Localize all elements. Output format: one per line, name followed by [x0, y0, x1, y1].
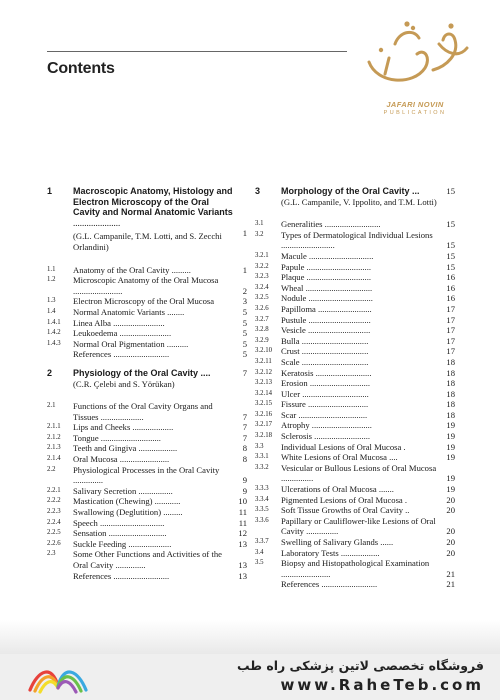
- entry-page: 16: [446, 272, 455, 283]
- entry-title: Anatomy of the Oral Cavity .........: [73, 264, 191, 275]
- entry-number: 2.2.6: [47, 539, 61, 547]
- toc-entry[interactable]: [47, 275, 247, 296]
- entry-title: Fissure ............................: [281, 399, 369, 410]
- chapter-number: 1: [47, 186, 53, 196]
- entry-title: Pustule .............................: [281, 314, 371, 325]
- entry-title: Papillary or Cauliflower-like Lesions of Oral Cavity ...............: [281, 515, 436, 537]
- entry-title: Vesicle .............................: [281, 325, 371, 336]
- toc-entry[interactable]: [255, 558, 455, 579]
- entry-title: Keratosis ..........................: [281, 367, 372, 378]
- entry-title: Nodule ..............................: [281, 293, 373, 304]
- toc-entry[interactable]: [255, 230, 455, 251]
- entry-page: 9: [242, 475, 247, 486]
- entry-number: 2.2.5: [47, 529, 61, 537]
- entry-title: Plaque ..............................: [281, 272, 371, 283]
- entry-number: 1.4.3: [47, 339, 61, 347]
- toc-entry[interactable]: [255, 463, 455, 484]
- chapter-title: Macroscopic Anatomy, Histology and Electron Microscopy of the Oral Cavity and Normal Anatomic Variants: [73, 186, 233, 218]
- entry-number: 2.2.3: [47, 508, 61, 516]
- entry-page: 18: [446, 399, 455, 410]
- entry-title: References ..........................: [73, 570, 170, 581]
- entry-page: 20: [446, 526, 455, 537]
- toc-entry[interactable]: [255, 442, 455, 453]
- entry-title: Papilloma .........................: [281, 303, 372, 314]
- chapter-number: 3: [255, 186, 261, 196]
- entry-title: References ..........................: [73, 349, 170, 360]
- toc-entry[interactable]: [255, 389, 455, 400]
- chapter-authors: (C.R. Çelebi and S. Yörükan): [73, 378, 175, 389]
- store-name: فروشگاه تخصصی لاتین پزشکی راه طب: [236, 658, 484, 673]
- entry-page: 5: [242, 317, 247, 328]
- rainbow-book-logo-icon: [18, 656, 98, 698]
- entry-title: Types of Dermatological Individual Lesions .........................: [281, 229, 433, 251]
- store-url-link[interactable]: www.RaheTeb.com: [280, 676, 484, 694]
- entry-number: 3.2: [255, 230, 264, 238]
- entry-page: 17: [446, 314, 455, 325]
- chapter-leader: .....................: [73, 217, 121, 228]
- entry-title: Some Other Functions and Activities of the Oral Cavity ..............: [73, 549, 222, 570]
- entry-page: 15: [446, 261, 455, 272]
- entry-title: Macule ..............................: [281, 250, 374, 261]
- entry-title: Oral Mucosa .......................: [73, 454, 170, 465]
- entry-number: 3.2.12: [255, 368, 272, 376]
- toc-entry[interactable]: [255, 399, 455, 410]
- toc-entry[interactable]: [47, 454, 247, 465]
- toc-entry[interactable]: [47, 465, 247, 486]
- entry-number: 3.2.17: [255, 421, 272, 429]
- entry-page: 8: [242, 454, 247, 465]
- toc-entry[interactable]: [255, 420, 455, 431]
- entry-number: 3.3.4: [255, 495, 269, 503]
- chapter-title: Physiology of the Oral Cavity ....: [73, 367, 211, 378]
- entry-title: Suckle Feeding ....................: [73, 538, 172, 549]
- toc-entry[interactable]: [255, 304, 455, 315]
- entry-number: 3.3.6: [255, 516, 269, 524]
- entry-title: Speech ..............................: [73, 517, 165, 528]
- entry-page: 18: [446, 356, 455, 367]
- chapter-heading[interactable]: [47, 186, 247, 253]
- entry-title: White Lesions of Oral Mucosa ....: [281, 452, 398, 463]
- toc-entry[interactable]: [47, 549, 247, 570]
- toc-entry[interactable]: [47, 433, 247, 444]
- entry-number: 3.2.5: [255, 294, 269, 302]
- toc-entry[interactable]: [47, 539, 247, 550]
- toc-entry[interactable]: [255, 315, 455, 326]
- entry-number: 3.3.7: [255, 538, 269, 545]
- entry-number: 3.2.18: [255, 432, 272, 440]
- entry-page: 21: [446, 579, 455, 590]
- entry-number: 2.1.2: [47, 433, 61, 441]
- entry-title: Swallowing (Deglutition) .........: [73, 507, 183, 518]
- toc-entry[interactable]: [255, 579, 455, 590]
- toc-entry[interactable]: [47, 528, 247, 539]
- entry-page: 20: [446, 547, 455, 558]
- entry-number: 2.1.4: [47, 455, 61, 463]
- publisher-subtitle: PUBLICATION: [383, 110, 447, 116]
- entry-title: Salivary Secretion ................: [73, 485, 173, 496]
- publisher-logo: [355, 14, 475, 119]
- entry-number: 3.2.4: [255, 283, 269, 291]
- entry-page: 8: [242, 443, 247, 454]
- entry-number: 3.3.2: [255, 463, 269, 471]
- entry-page: 17: [446, 303, 455, 314]
- entry-page: 17: [446, 346, 455, 357]
- entry-page: 11: [238, 507, 247, 518]
- entry-number: 2.2.1: [47, 486, 61, 494]
- entry-page: 9: [242, 485, 247, 496]
- entry-title: Scale ...............................: [281, 356, 369, 367]
- toc-entry[interactable]: [255, 410, 455, 421]
- entry-number: 1.4.2: [47, 329, 61, 337]
- entry-page: 18: [446, 409, 455, 420]
- toc-entry[interactable]: [255, 325, 455, 336]
- entry-page: 19: [446, 452, 455, 463]
- entry-number: 2.1.1: [47, 423, 61, 431]
- entry-title: Crust ...............................: [281, 346, 369, 357]
- entry-page: 7: [242, 422, 247, 433]
- entry-title: Soft Tissue Growths of Oral Cavity ..: [281, 505, 410, 516]
- entry-page: 5: [242, 338, 247, 349]
- entry-title: Electron Microscopy of the Oral Mucosa: [73, 296, 215, 307]
- entry-title: Ulcer ...............................: [281, 388, 369, 399]
- toc-entry[interactable]: [255, 219, 455, 230]
- entry-number: 3.2.6: [255, 304, 269, 312]
- entry-page: 3: [242, 296, 247, 307]
- entry-number: 3.2.14: [255, 389, 272, 397]
- toc-entry[interactable]: [255, 537, 455, 548]
- entry-page: 5: [242, 349, 247, 360]
- entry-title: Individual Lesions of Oral Mucosa .: [281, 441, 406, 452]
- toc-entry[interactable]: [255, 346, 455, 357]
- chapter-page: 7: [242, 367, 247, 378]
- toc-entry[interactable]: [255, 262, 455, 273]
- toc-entry[interactable]: [47, 401, 247, 422]
- entry-number: 3.3: [255, 442, 264, 450]
- entry-page: 19: [446, 431, 455, 442]
- toc-left-column: [47, 186, 247, 581]
- entry-title: Papule ..............................: [281, 261, 371, 272]
- entry-number: 3.5: [255, 559, 264, 567]
- toc-entry[interactable]: [255, 505, 455, 516]
- chapter-number: 2: [47, 367, 53, 378]
- toc-entry[interactable]: [47, 265, 247, 276]
- entry-title: Tongue ............................: [73, 432, 161, 443]
- entry-page: 10: [238, 496, 247, 507]
- entry-page: 11: [238, 517, 247, 528]
- entry-page: 20: [446, 505, 455, 516]
- entry-title: Physiological Processes in the Oral Cavity ..............: [73, 464, 220, 486]
- entry-title: Leukoedema ........................: [73, 328, 172, 339]
- entry-page: 19: [446, 473, 455, 484]
- entry-title: Vesicular or Bullous Lesions of Oral Mucosa ...............: [281, 462, 437, 484]
- entry-number: 1.3: [47, 297, 56, 305]
- chapter-authors: (G.L. Campanile, T.M. Lotti, and S. Zecchi Orlandini): [73, 231, 222, 252]
- toc-entry[interactable]: [47, 296, 247, 307]
- entry-number: 1.4: [47, 307, 56, 315]
- entry-page: 18: [446, 378, 455, 389]
- entry-title: Laboratory Tests ..................: [281, 547, 380, 558]
- entry-number: 2.2.2: [47, 497, 61, 505]
- toc-entry[interactable]: [47, 443, 247, 454]
- toc-entry[interactable]: [47, 496, 247, 507]
- entry-page: 16: [446, 282, 455, 293]
- entry-number: 2.1.3: [47, 444, 61, 452]
- entry-title: Biopsy and Histopathological Examination .......................: [281, 558, 430, 579]
- entry-number: 3.2.10: [255, 347, 272, 355]
- toc-entry[interactable]: [47, 307, 247, 318]
- entry-number: 2.1: [47, 402, 56, 410]
- entry-number: 3.1: [255, 220, 264, 228]
- toc-entry[interactable]: [47, 422, 247, 433]
- entry-page: 12: [238, 528, 247, 539]
- entry-title: Generalities ..........................: [281, 219, 381, 230]
- chapter-page: 15: [446, 186, 455, 196]
- entry-page: 20: [446, 537, 455, 547]
- entry-title: Functions of the Oral Cavity Organs and Tissues ....................: [73, 401, 213, 422]
- toc-entry[interactable]: [255, 283, 455, 294]
- entry-number: 2.2: [47, 465, 56, 473]
- chapter-page: 1: [242, 228, 247, 238]
- toc-entry[interactable]: [47, 518, 247, 529]
- toc-entry[interactable]: [255, 357, 455, 368]
- footer-banner[interactable]: [0, 654, 500, 700]
- entry-page: 13: [238, 560, 247, 570]
- entry-page: 15: [446, 250, 455, 261]
- entry-page: 19: [446, 484, 455, 495]
- entry-page: 13: [238, 570, 247, 581]
- entry-title: References ..........................: [281, 579, 378, 590]
- publisher-name: JAFARI NOVIN: [386, 100, 444, 109]
- entry-page: 19: [446, 420, 455, 431]
- toc-entry[interactable]: [255, 516, 455, 537]
- entry-number: 3.3.3: [255, 485, 269, 493]
- page-title: Contents: [47, 60, 115, 77]
- entry-number: 3.2.9: [255, 336, 269, 344]
- entry-number: 3.2.2: [255, 262, 269, 270]
- toc-entry[interactable]: [47, 507, 247, 518]
- toc-entry[interactable]: [47, 571, 247, 582]
- entry-title: Lips and Cheeks ...................: [73, 422, 174, 433]
- entry-number: 3.3.1: [255, 453, 269, 461]
- entry-page: 18: [446, 367, 455, 378]
- entry-title: Wheal ...............................: [281, 282, 373, 293]
- toc-entry[interactable]: [47, 328, 247, 339]
- header-rule: [47, 51, 347, 52]
- entry-title: Ulcerations of Oral Mucosa .......: [281, 484, 394, 495]
- toc-entry[interactable]: [255, 272, 455, 283]
- entry-number: 2.2.4: [47, 518, 61, 526]
- chapter-authors: (G.L. Campanile, V. Ippolito, and T.M. Lotti): [281, 196, 437, 207]
- entry-title: Normal Anatomic Variants ........: [73, 306, 185, 317]
- entry-number: 3.3.5: [255, 506, 269, 514]
- entry-number: 3.4: [255, 548, 264, 556]
- entry-title: Sclerosis ..........................: [281, 431, 371, 442]
- entry-title: Sensation ...........................: [73, 528, 167, 539]
- entry-title: Teeth and Gingiva ..................: [73, 443, 178, 454]
- entry-page: 5: [242, 328, 247, 339]
- toc-entry[interactable]: [255, 495, 455, 506]
- entry-page: 1: [242, 264, 247, 275]
- toc-entry[interactable]: [47, 349, 247, 360]
- entry-number: 3.2.7: [255, 315, 269, 323]
- entry-page: 18: [446, 388, 455, 399]
- chapter-heading[interactable]: [255, 186, 455, 207]
- entry-number: 1.4.1: [47, 318, 61, 326]
- entry-title: Normal Oral Pigmentation ..........: [73, 338, 189, 349]
- entry-page: 21: [446, 568, 455, 579]
- entry-page: 15: [446, 240, 455, 251]
- entry-title: Linea Alba ........................: [73, 317, 165, 328]
- chapter-heading[interactable]: [47, 368, 247, 389]
- entry-title: Scar ................................: [281, 409, 368, 420]
- entry-title: Bulla ...............................: [281, 335, 369, 346]
- chapter-title: Morphology of the Oral Cavity ...: [281, 186, 420, 196]
- entry-number: 2.3: [47, 550, 56, 558]
- entry-page: 7: [242, 411, 247, 422]
- entry-number: 1.1: [47, 265, 56, 273]
- toc-entry[interactable]: [255, 293, 455, 304]
- entry-title: Mastication (Chewing) ............: [73, 496, 181, 507]
- entry-title: Atrophy ............................: [281, 420, 372, 431]
- toc-entry[interactable]: [255, 368, 455, 379]
- entry-title: Pigmented Lesions of Oral Mucosa .: [281, 494, 408, 505]
- toc-entry[interactable]: [255, 431, 455, 442]
- entry-number: 3.2.1: [255, 251, 269, 259]
- entry-number: 3.2.11: [255, 357, 272, 365]
- entry-number: 3.2.15: [255, 400, 272, 408]
- entry-number: 3.2.13: [255, 379, 272, 387]
- toc-entry[interactable]: [255, 484, 455, 495]
- entry-page: 5: [242, 306, 247, 317]
- entry-number: 1.2: [47, 276, 56, 284]
- entry-number: 3.2.8: [255, 326, 269, 334]
- toc-entry[interactable]: [255, 548, 455, 559]
- entry-title: Erosion ............................: [281, 378, 371, 389]
- toc-right-column: [255, 186, 455, 590]
- entry-page: 17: [446, 335, 455, 346]
- toc-entry[interactable]: [255, 251, 455, 262]
- entry-page: 16: [446, 293, 455, 304]
- entry-number: 3.2.16: [255, 410, 272, 418]
- entry-page: 13: [238, 538, 247, 549]
- entry-page: 7: [242, 432, 247, 443]
- entry-title: Microscopic Anatomy of the Oral Mucosa .......................: [73, 275, 219, 296]
- toc-entry[interactable]: [255, 378, 455, 389]
- toc-entry[interactable]: [255, 452, 455, 463]
- entry-page: 15: [446, 219, 455, 230]
- entry-title: Swelling of Salivary Glands ......: [281, 537, 394, 547]
- footer-fade: [0, 620, 500, 655]
- toc-entry[interactable]: [47, 318, 247, 329]
- entry-number: 3.2.3: [255, 273, 269, 281]
- entry-page: 19: [446, 441, 455, 452]
- toc-entry[interactable]: [47, 339, 247, 350]
- toc-entry[interactable]: [255, 336, 455, 347]
- calligraphy-logo-icon: [355, 14, 475, 100]
- entry-page: 17: [446, 325, 455, 336]
- entry-page: 2: [242, 285, 247, 296]
- toc-entry[interactable]: [47, 486, 247, 497]
- entry-page: 20: [446, 494, 455, 505]
